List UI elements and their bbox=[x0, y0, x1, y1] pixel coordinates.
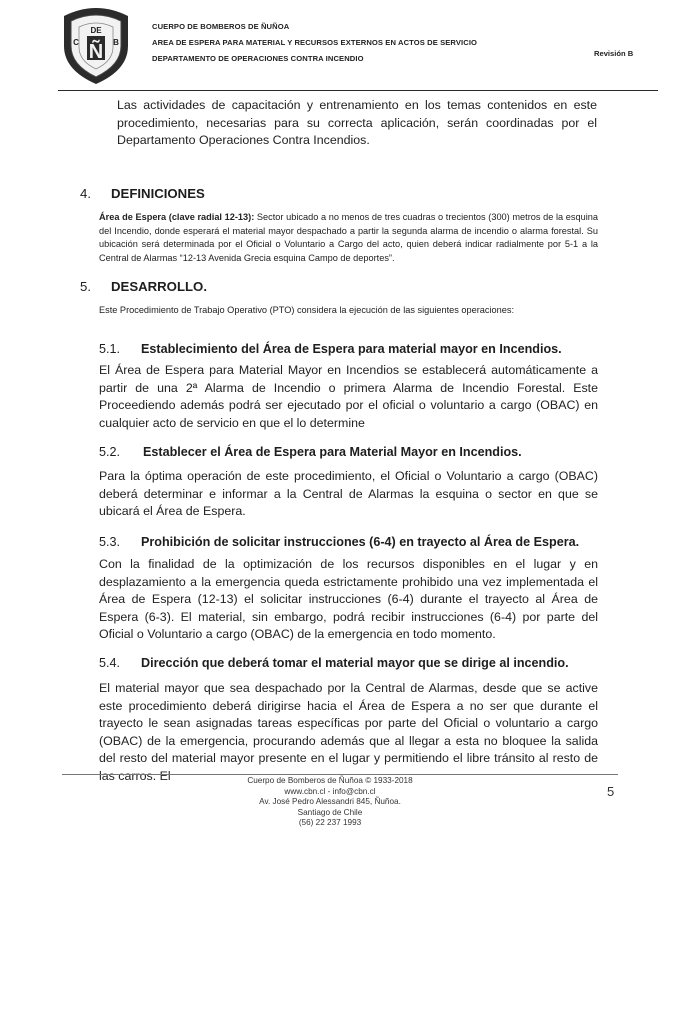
section-4-definition bbox=[99, 211, 598, 265]
section-5-title: DESARROLLO. bbox=[111, 279, 207, 294]
subsection-5-1-heading bbox=[99, 342, 562, 356]
subsection-5-2-title: Establecer el Área de Espera para Material Mayor en Incendios. bbox=[143, 445, 522, 459]
logo-letters-de: DE bbox=[90, 26, 102, 35]
page-number: 5 bbox=[607, 784, 615, 799]
header-revision: Revisión B bbox=[594, 49, 634, 58]
subsection-5-3-heading bbox=[99, 535, 579, 549]
section-5-intro: Este Procedimiento de Trabajo Operativo (PTO) considera la ejecución de las siguientes operaciones: bbox=[99, 305, 515, 315]
fire-department-shield-logo bbox=[58, 2, 134, 86]
logo-letter-enye: Ñ bbox=[88, 41, 104, 63]
logo-letter-b: B bbox=[113, 38, 119, 47]
subsection-5-3-text: Con la finalidad de la optimización de los recursos disponibles en el lugar y en desplazamiento a la emergencia queda estrictamente prohibido una vez implementada el Área de Espera (12-13) el solicitar instrucciones (6-4) durante el trayecto al Área de Espera (6-3). El material, sin embargo, podrá recibir instrucciones (6-4) por parte del Oficial o Voluntario a cargo (OBAC) de la emergencia en todo momento. bbox=[99, 557, 598, 641]
logo-letter-c: C bbox=[73, 38, 79, 47]
subsection-5-2-number: 5.2. bbox=[99, 445, 121, 459]
header-organization: CUERPO DE BOMBEROS DE ÑUÑOA bbox=[152, 22, 290, 31]
subsection-5-2-text: Para la óptima operación de este procedimiento, el Oficial o Voluntario a cargo (OBAC) deberá determinar e informar a la Central de Alarmas la esquina o sector en que se ubicará el Área de Espera. bbox=[99, 469, 598, 518]
header-divider bbox=[58, 90, 658, 91]
intro-paragraph: Las actividades de capacitación y entrenamiento en los temas contenidos en este procedimiento, necesarias para su correcta aplicación, serán coordinadas por el Departamento Operaciones Contra Incendios. bbox=[117, 98, 597, 147]
subsection-5-4-heading bbox=[99, 656, 569, 670]
footer-phone: (56) 22 237 1993 bbox=[298, 818, 362, 828]
subsection-5-1-text: El Área de Espera para Material Mayor en Incendios se establecerá automáticamente a partir de una 2ª Alarma de Incendio o primera Alarma de Incendio Forestal. Este Proceediendo además podrá ser ejecutado por el oficial o voluntario a cargo (OBAC) en cualquier acto de servicio en que el lo determine bbox=[99, 363, 598, 430]
subsection-5-1-number: 5.1. bbox=[99, 342, 121, 356]
footer-divider bbox=[62, 774, 618, 775]
section-4-number: 4. bbox=[80, 186, 91, 201]
header-document-title: AREA DE ESPERA PARA MATERIAL Y RECURSOS EXTERNOS EN ACTOS DE SERVICIO bbox=[152, 38, 478, 47]
footer-city: Santiago de Chile bbox=[297, 807, 363, 817]
subsection-5-4-text: El material mayor que sea despachado por la Central de Alarmas, desde que se active este procedimiento deberá dirigirse hacia el Área de Espera a no ser que durante el trayecto le sean asignadas tareas específicas por parte del Oficial o voluntario a cargo (OBAC) de la emergencia, procurando además que al llegar a esta no bloquee la salida del resto del material mayor presente en el lugar y permitiendo el libre tránsito al resto de las carros. El bbox=[99, 681, 598, 783]
subsection-5-2-heading bbox=[99, 445, 522, 459]
footer-contact-block bbox=[230, 776, 430, 829]
definition-text: Sector ubicado a no menos de tres cuadras o trecientos (300) metros de la esquina del Incendio, donde esperará el material mayor despachado a partir la segunda alarma de incendio o alarma forestal. Su ubicación será determinada por el Oficial o Voluntario a Cargo del acto, quien deberá indicar radialmente por 5-1 a la Central de Alarmas “12-13 Avenida Grecia esquina Campo de deportes”. bbox=[99, 212, 598, 263]
section-5-number: 5. bbox=[80, 279, 91, 294]
header-department: DEPARTAMENTO DE OPERACIONES CONTRA INCENDIO bbox=[152, 54, 364, 63]
header-title-block bbox=[152, 19, 477, 67]
subsection-5-3-number: 5.3. bbox=[99, 535, 121, 549]
section-4-heading bbox=[80, 186, 205, 201]
subsection-5-1-title: Establecimiento del Área de Espera para material mayor en Incendios. bbox=[141, 342, 562, 356]
subsection-5-4-number: 5.4. bbox=[99, 656, 121, 670]
definition-term: Área de Espera (clave radial 12-13): bbox=[99, 212, 255, 222]
subsection-5-4-title: Dirección que deberá tomar el material mayor que se dirige al incendio. bbox=[141, 656, 569, 670]
section-5-heading bbox=[80, 279, 207, 294]
footer-copyright: Cuerpo de Bomberos de Ñuñoa © 1933-2018 bbox=[247, 776, 413, 785]
section-4-title: DEFINICIONES bbox=[111, 186, 205, 201]
footer-address: Av. José Pedro Alessandri 845, Ñuñoa. bbox=[259, 797, 401, 807]
footer-web-email: www.cbn.cl - info@cbn.cl bbox=[284, 786, 376, 796]
subsection-5-3-title: Prohibición de solicitar instrucciones (6-4) en trayecto al Área de Espera. bbox=[141, 535, 580, 549]
